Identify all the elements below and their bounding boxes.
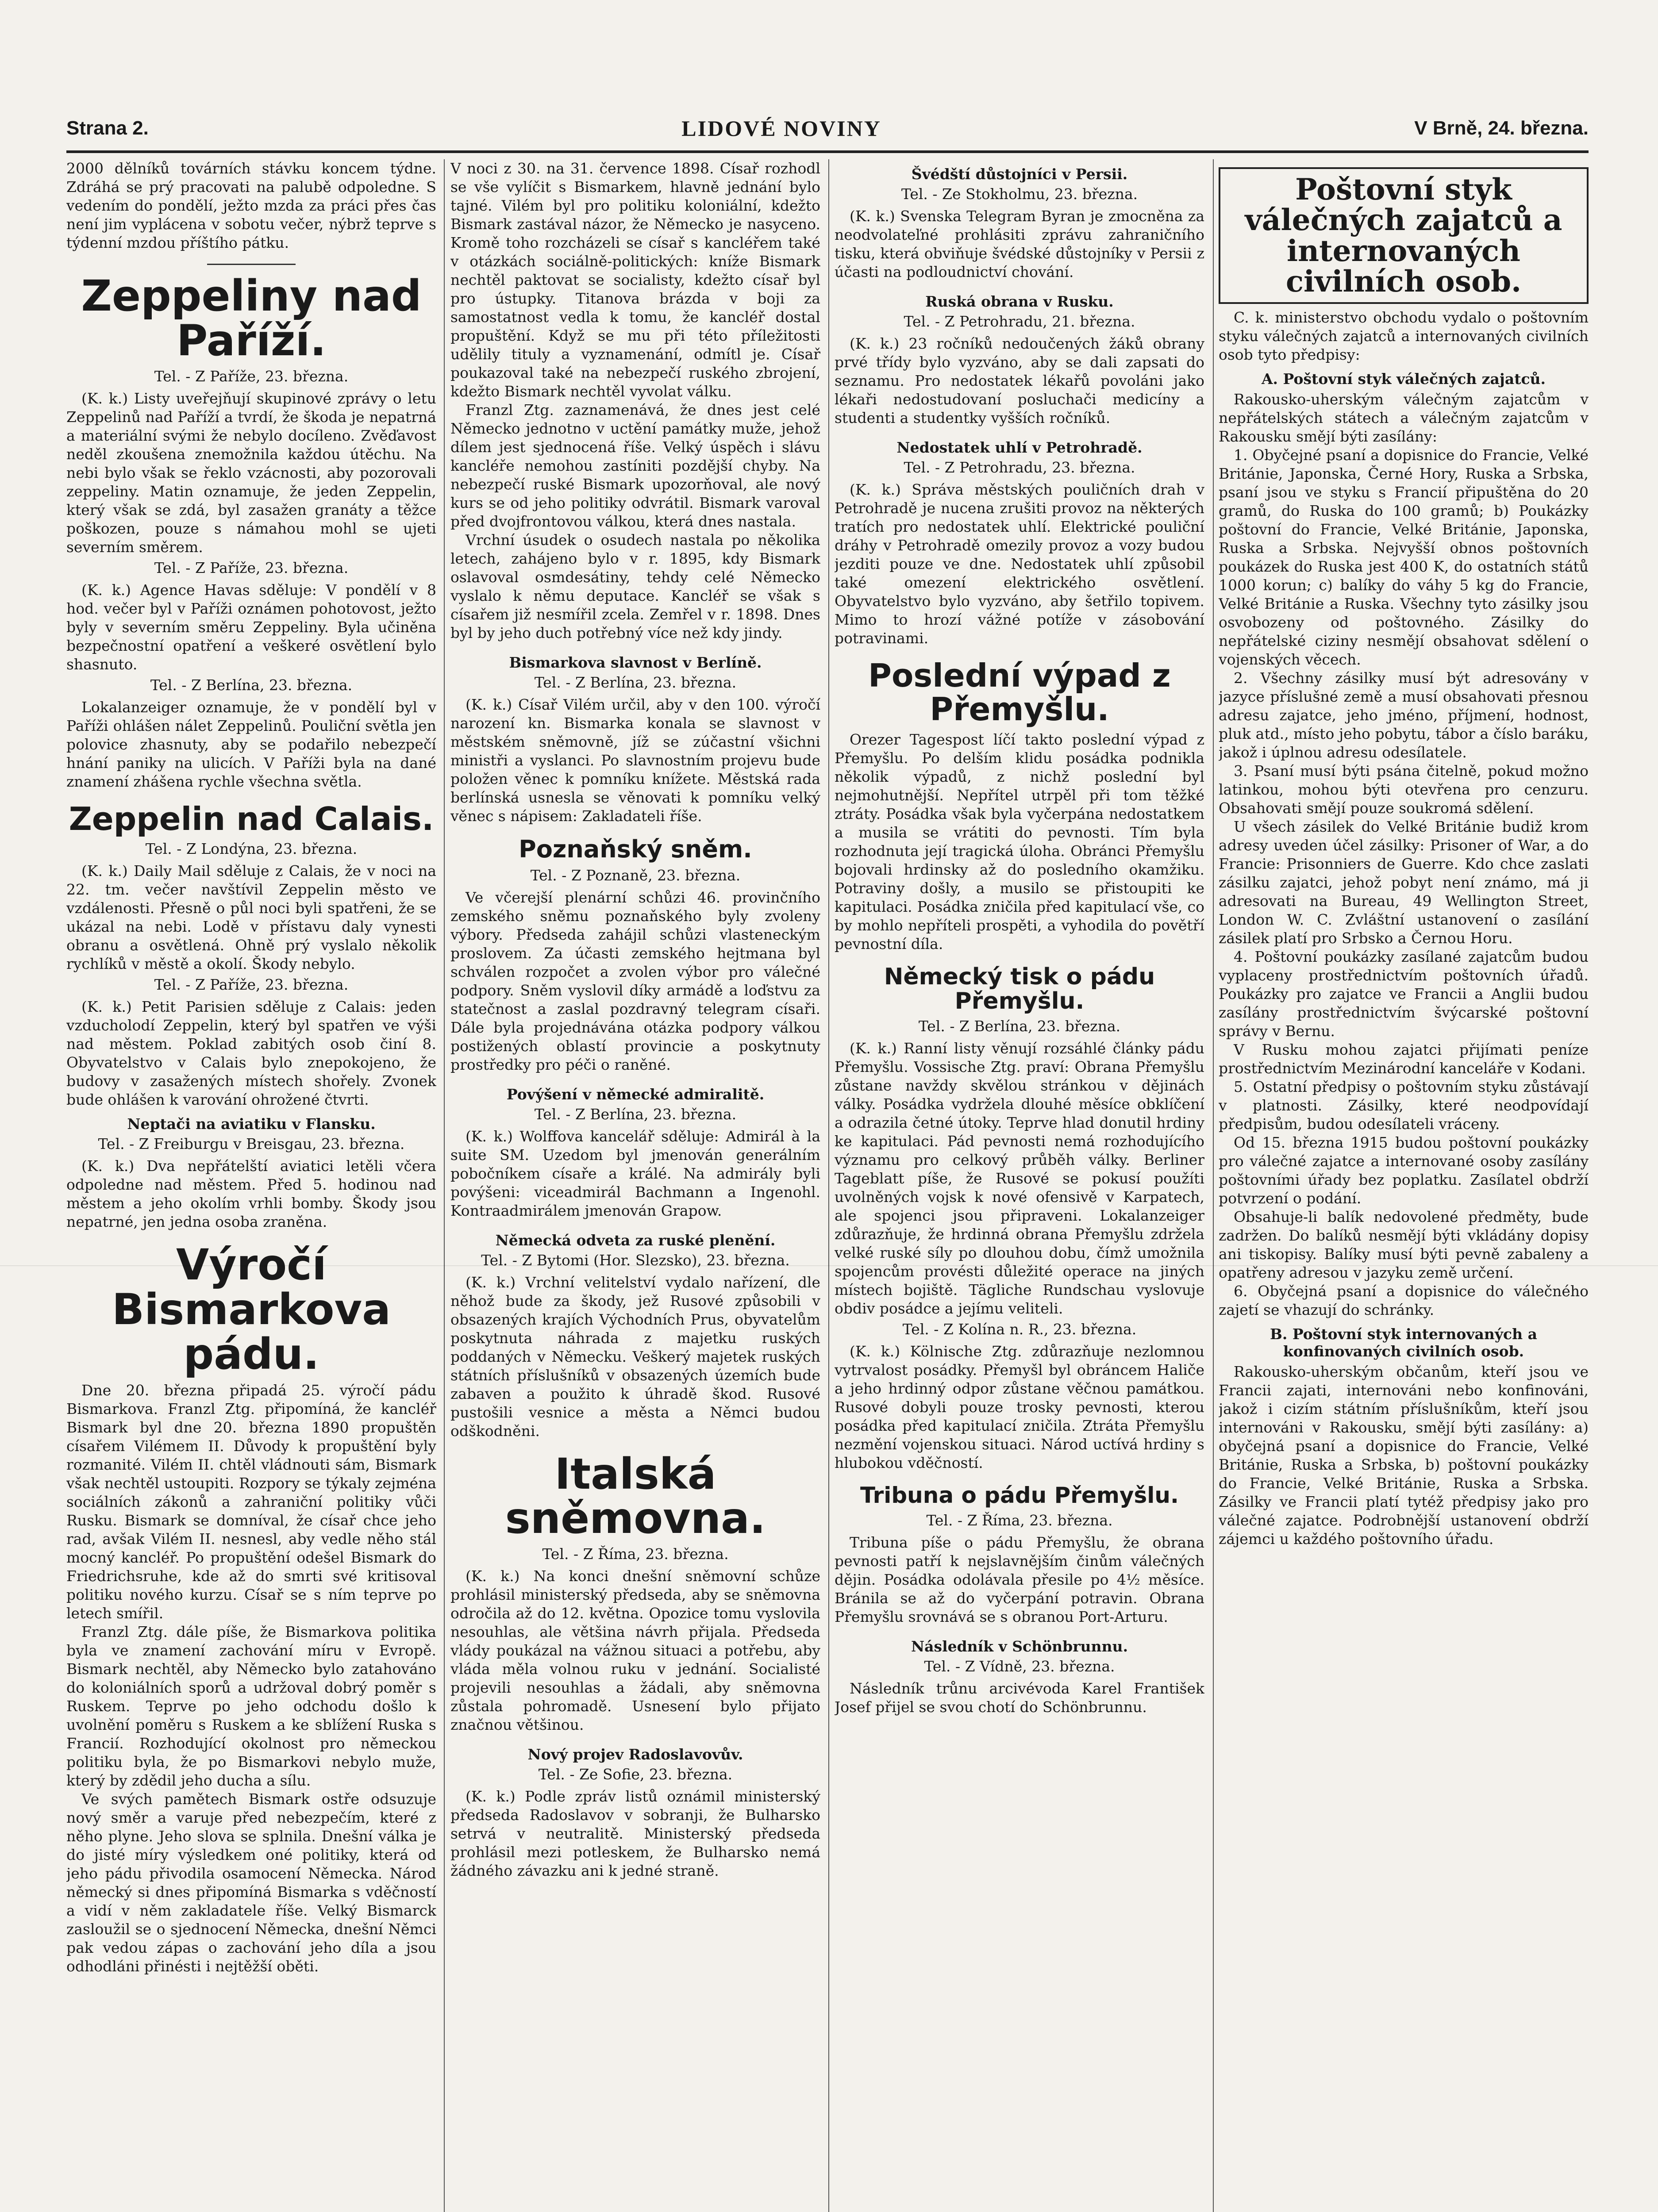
article-text: Franzl Ztg. zaznamenává, že dnes jest celé Německo jednotno v uctění památky muže, jehož dílem jest sjednocená říše. Velký úspěch i slávu kancléře nemohou zastíniti pozdější chyby. Na nebezpečí ruské Bismark upozorňoval, ale nový kurs se od jeho politiky odvrátil. Bismark varoval před dvojfrontovou válkou, která dnes nastala. bbox=[450, 401, 820, 530]
article-continuation bbox=[66, 159, 436, 252]
columns bbox=[66, 159, 1589, 2212]
article-schonbrunn bbox=[835, 1638, 1204, 1717]
dateline: Tel. - Z Londýna, 23. března. bbox=[145, 840, 358, 858]
masthead-rule bbox=[66, 150, 1589, 153]
column-2 bbox=[450, 159, 820, 2212]
article-text: Rakousko-uherským válečným zajatcům v nepřátelských státech a válečným zajatcům v Rakousku smějí býti zasílány: bbox=[1219, 391, 1589, 445]
subheading: Následník v Schönbrunnu. bbox=[911, 1637, 1128, 1655]
headline: Zeppelin nad Calais. bbox=[69, 800, 434, 837]
dateline: Tel. - Ze Sofie, 23. března. bbox=[538, 1766, 733, 1783]
subheading: A. Poštovní styk válečných zajatců. bbox=[1261, 370, 1546, 388]
article-text: 3. Psaní musí býti psána čitelně, pokud možno latinkou, mohou býti otevřena pro cenzuru. Obsahovati smějí pouze soukromá sdělení. bbox=[1219, 762, 1589, 817]
dateline: Tel. - Z Petrohradu, 23. března. bbox=[904, 459, 1135, 476]
article-text: (K. k.) Svenska Telegram Byran je zmocněna za neodvolateľné prohlásiti zprávu zahraničního tisku, která obviňuje švédské důstojníky v Persii z účasti na podloudnictví chování. bbox=[835, 207, 1204, 280]
dateline: Tel. - Z Říma, 23. března. bbox=[926, 1511, 1113, 1529]
headline: Poštovní styk válečných zajatců a internovaných civilních osob. bbox=[1219, 167, 1589, 304]
headline: Tribuna o pádu Přemyšlu. bbox=[860, 1482, 1179, 1509]
headline: Poslední výpad z Přemyšlu. bbox=[868, 657, 1171, 728]
subheading: Německá odveta za ruské plenění. bbox=[495, 1231, 776, 1249]
article-text: V noci z 30. na 31. července 1898. Císař rozhodl se vše vylíčit s Bismarkem, hlavně jednání bylo tajné. Vilém byl pro politiku koloniální, kdežto Bismark zastával názor, že Německo je nasyceno. Kromě toho rozcházeli se císař s kancléřem také v otázkách sociálně-politických: kníže Bismark nechtěl paktovat se socialisty, kdežto císař byl pro ústupky. Titanova brázda v boji za samostatnost vedla k tomu, že kancléř dostal propuštění. Když se mu při této příležitosti udělily tituly a vyznamenání, odmítl je. Císař poukazoval také na nebezpečí ruského zbrojení, kdežto Bismark nechtěl vyvolat válku. bbox=[450, 160, 820, 400]
article-text: (K. k.) Správa městských pouličních drah v Petrohradě je nucena zrušiti provoz na některých tratích pro nedostatek uhlí. Elektrické pouliční dráhy v Petrohradě omezily provoz a vozy budou jezditi pouze ve dne. Nedostatek uhlí způsobil také omezení elektrického osvětlení. Obyvatelstvo bylo vyzváno, aby šetřilo topivem. Mimo to hrozí vážné potíže v zásobování potravinami. bbox=[835, 481, 1204, 647]
article-postal-service-prisoners bbox=[1219, 167, 1589, 1548]
dateline: Tel. - Z Paříže, 23. března. bbox=[154, 367, 349, 385]
dateline: Tel. - Z Vídně, 23. března. bbox=[924, 1657, 1115, 1675]
article-text: Ve svých pamětech Bismark ostře odsuzuje nový směr a varuje před nebezpečím, které z něho plyne. Jeho slova se splnila. Dnešní válka je do jisté míry výsledkem oné politiky, která od jeho pádu přivodila osamocení Německa. Národ německý si dnes připomíná Bismarka s vděčností a vidí v něm zakladatele říše. Velký Bismarck zasloužil se o sjednocení Německa, dnešní Němci pak vedou zápas o zachování jeho díla a jsou odhodláni přinésti i nejtěžší oběti. bbox=[66, 1790, 436, 1975]
subheading: Bismarkova slavnost v Berlíně. bbox=[509, 654, 762, 671]
dateline: Tel. - Z Paříže, 23. března. bbox=[154, 976, 349, 994]
article-text: (K. k.) Kölnische Ztg. zdůrazňuje nezlomnou vytrvalost posádky. Přemyšl byl obráncem Haliče a jeho hrdinný odpor zůstane věčnou památkou. Rusové dobyli pouze trosky pevnosti, kterou posádka před kapitulací zničila. Ztráta Přemyšlu nezmění vojenskou situaci. Národ uctívá hrdiny s hlubokou vděčností. bbox=[835, 1343, 1204, 1472]
article-text: 5. Ostatní předpisy o poštovním styku zůstávají v platnosti. Zásilky, které neodpovídají předpisům, budou odesílateli vráceny. bbox=[1219, 1078, 1589, 1133]
dateline: Tel. - Z Petrohradu, 21. března. bbox=[904, 313, 1135, 330]
article-text: Obsahuje-li balík nedovolené předměty, bude zadržen. Do balíků nesmějí býti vkládány dopisy ani tiskopisy. Balíky musí býti pevně zabaleny a opatřeny adresou v jazyku země určení. bbox=[1219, 1208, 1589, 1282]
article-bismarck-anniversary bbox=[66, 1240, 436, 1975]
dateline: Tel. - Z Berlína, 23. března. bbox=[918, 1018, 1121, 1035]
dateline: Tel. - Z Berlína, 23. března. bbox=[534, 674, 737, 691]
article-bismarck-continued bbox=[450, 159, 820, 642]
article-text: (K. k.) Agence Havas sděluje: V pondělí v 8 hod. večer byl v Paříži oznámen pohotovost, ježto byly v severním směru Zeppeliny. Byla učiněna bezpečnostní opatření a veškeré osvětlení bylo shasnuto. bbox=[66, 581, 436, 673]
article-text: 6. Obyčejná psaní a dopisnice do válečného zajetí se vhazují do schránky. bbox=[1219, 1283, 1589, 1319]
article-text: (K. k.) Podle zpráv listů oznámil ministerský předseda Radoslavov v sobranji, že Bulharsko setrvá v neutralitě. Ministerský předseda prohlásil mezi potleskem, že Bulharsko nemá žádného závazku ani k jedné straně. bbox=[450, 1788, 820, 1880]
article-german-press bbox=[835, 965, 1204, 1472]
article-poznan-diet bbox=[450, 837, 820, 1074]
article-text: (K. k.) Vrchní velitelství vydalo nařízení, dle něhož bude za škody, jež Rusové způsobili v obsazených krajích Východních Prus, obyvatelům poskytnuta náhrada z majetku ruských poddaných v Německu. Veškerý majetek ruských státních příslušníků v obsazených územích bude zabaven a použito k úhradě škod. Rusové pustošili vesnice a města a Němci budou odškodněni. bbox=[450, 1273, 820, 1440]
article-text: 4. Poštovní poukázky zasílané zajatcům budou vyplaceny prostřednictvím poštovních úřadů. Poukázky pro zajatce ve Francii a Anglii budou zasílány prostřednictvím švýcarské poštovní správy v Bernu. bbox=[1219, 948, 1589, 1040]
headline: Výročí Bismarkova pádu. bbox=[112, 1240, 391, 1379]
article-admiralty bbox=[450, 1086, 820, 1220]
issue-date: V Brně, 24. března. bbox=[1414, 117, 1589, 139]
column-3 bbox=[835, 159, 1204, 2212]
dateline: Tel. - Z Berlína, 23. března. bbox=[534, 1105, 737, 1123]
article-text: Ve včerejší plenární schůzi 46. provinčního zemského sněmu poznaňského byly zvoleny výbory. Předseda zahájil schůzi vlasteneckým proslovem. Za účasti zemského hejtmana byl schválen rozpočet a zvolen výbor pro válečné podpory. Sněm vyslovil díky armádě a loďstvu za statečnost a zaslal pozdravný telegram císaři. Dále byla projednávána otázka podpory válkou postižených oblastí provincie a poskytnuty prostředky pro péči o raněné. bbox=[450, 888, 820, 1073]
article-text: (K. k.) Ranní listy věnují rozsáhlé články pádu Přemyšlu. Vossische Ztg. praví: Obrana Přemyšlu zůstane navždy skvělou stránkou v dějinách války. Posádka vydržela dlouhé měsíce obklíčení a odrazila četné útoky. Teprve hlad donutil hrdiny ke kapitulaci. Pád pevnosti nemá rozhodujícího významu pro celkový průběh války. Berliner Tageblatt píše, že Rusové se pokusí použíti uvolněných vojsk k nové ofensivě v Karpatech, ale spojenci jsou připraveni. Lokalanzeiger zdůrazňuje, že hrdinná obrana Přemyšlu zdržela velké ruské síly po dlouhou dobu, čímž umožnila spojencům provésti důležité operace na jiných místech bojiště. Tägliche Rundschau vyslovuje obdiv posádce a jejímu veliteli. bbox=[835, 1040, 1204, 1317]
article-text: (K. k.) Listy uveřejňují skupinové zprávy o letu Zeppelinů nad Paříží a tvrdí, že škoda je nepatrná a materiální svými že nebylo docíleno. Zvěďavost neděl zkoušena znemožnila každou útěchu. Na nebi bylo však se řeklo vzácnosti, aby pozorovali zeppeliny. Matin oznamuje, že jeden Zeppelin, který však se zdá, byl zasažen granáty a těžce poškozen, pouze s námahou mohl se ujeti severním směrem. bbox=[66, 389, 436, 556]
headline: Italská sněmovna. bbox=[505, 1449, 766, 1544]
headline: Zeppeliny nad Paříží. bbox=[81, 271, 422, 365]
article-text: (K. k.) Dva nepřátelští aviatici letěli včera odpoledne nad městem. Před 5. hodinou nad městem a jeho okolím vrhli bomby. Škody jsou nepatrné, jen jedna osoba zraněna. bbox=[66, 1157, 436, 1231]
article-swedish-officers bbox=[835, 165, 1204, 281]
article-text: Franzl Ztg. dále píše, že Bismarkova politika byla ve znamení zachování míru v Evropě. Bismark nechtěl, aby Německo bylo zatahováno do koloniálních sporů a udržoval dobrý poměr s Ruskem. Teprve po jeho odchodu došlo k uvolnění poměru s Ruskem a ke sblížení Ruska s Francií. Rozhodující okolnost pro německou politiku byla, že po Bismarkovi nebylo muže, který by zdědil jeho ducha a sílu. bbox=[66, 1623, 436, 1789]
article-text: (K. k.) Petit Parisien sděluje z Calais: jeden vzducholodí Zeppelin, který byl spatřen ve výši nad městem. Poklad zabitých osob činí 8. Obyvatelstvo v Calais bylo znepokojeno, že budovy v zasažených místech shořely. Zvonek bude ohlášen k varování ohrožené čtvrti. bbox=[66, 998, 436, 1109]
article-text: (K. k.) 23 ročníků nedoučených žáků obrany prvé třídy bylo vyzváno, aby se dali zapsati do seznamu. Pro nedostatek lékařů povoláni jako lékaři nedostudovaní posluchači medicíny a studenti a studentky vyšších ročníků. bbox=[835, 335, 1204, 426]
masthead bbox=[66, 108, 1589, 148]
subheading: Nový projev Radoslavovův. bbox=[527, 1746, 743, 1763]
dateline: Tel. - Z Říma, 23. března. bbox=[542, 1545, 729, 1563]
subheading: Švédští důstojníci v Persii. bbox=[911, 165, 1128, 183]
article-zeppelins-paris bbox=[66, 271, 436, 791]
article-text: Dne 20. března připadá 25. výročí pádu Bismarkova. Franzl Ztg. připomíná, že kancléř Bismark byl dne 20. března 1890 propuštěn císařem Vilémem II. Důvody k propuštění byly rozmanité. Vilém II. chtěl vládnouti sám, Bismark však nechtěl ustoupiti. Rozpory se týkaly zejména sociálních zákonů a zahraniční politiky vůči Rusku. Bismark se domníval, že císař chce jeho rad, avšak Vilém II. nesnesl, aby vedle něho stál mocný kancléř. Po propuštění odešel Bismark do Friedrichsruhe, kde až do smrti své kritisoval politiku nového kurzu. Císař se s ním teprve po letech smířil. bbox=[66, 1381, 436, 1622]
article-german-retaliation bbox=[450, 1232, 820, 1440]
article-text: (K. k.) Císař Vilém určil, aby v den 100. výročí narození kn. Bismarka konala se slavnost v městském sněmovně, jíž se zúčastní všichni ministři a vyslanci. Po slavnostním projevu bude položen věnec k pomníku knížete. Městská rada berlínská usnesla se věnovati k pomníku velký věnec s nápisem: Zakladateli říše. bbox=[450, 696, 820, 825]
dateline: Tel. - Ze Stokholmu, 23. března. bbox=[901, 185, 1138, 203]
dateline: Tel. - Z Kolína n. R., 23. března. bbox=[902, 1321, 1137, 1338]
article-berlin-celebration bbox=[450, 654, 820, 826]
article-text: C. k. ministerstvo obchodu vydalo o poštovním styku válečných zajatců a internovaných civilních osob tyto předpisy: bbox=[1219, 309, 1589, 364]
headline: Německý tisk o pádu Přemyšlu. bbox=[884, 964, 1155, 1014]
dateline: Tel. - Z Poznaně, 23. března. bbox=[530, 866, 741, 884]
article-text: Tribuna píše o pádu Přemyšlu, že obrana pevnosti patří k nejslavnějším činům válečných dějin. Posádka odolávala přesile po 4½ měsíce. Bránila se až do vyčerpání potravin. Obrana Přemyšlu srovnává se s obranou Port-Arturu. bbox=[835, 1533, 1204, 1625]
section-divider bbox=[207, 264, 296, 265]
dateline: Tel. - Z Bytomi (Hor. Slezsko), 23. března. bbox=[481, 1251, 790, 1269]
article-radoslavov bbox=[450, 1746, 820, 1880]
subheading: Nedostatek uhlí v Petrohradě. bbox=[896, 439, 1143, 456]
column-1 bbox=[66, 159, 436, 2212]
paper-fold bbox=[0, 1265, 1658, 1266]
newspaper-title: LIDOVÉ NOVINY bbox=[681, 116, 881, 141]
article-text: (K. k.) Wolffova kancelář sděluje: Admirál à la suite SM. Uzedom byl jmenován generálním pobočníkem císaře a králé. Na admirály byli povýšeni: viceadmirál Bachmann a Ingenohl. Kontraadmirálem jmenován Grapow. bbox=[450, 1127, 820, 1219]
article-zeppelin-calais bbox=[66, 800, 436, 1232]
column-4 bbox=[1219, 159, 1589, 2212]
headline: Poznaňský sněm. bbox=[519, 835, 752, 863]
page-number: Strana 2. bbox=[66, 117, 149, 139]
article-text: Rakousko-uherským občanům, kteří jsou ve Francii zajati, internováni nebo konfinováni, jakož i cizím státním příslušníkům, kteří jsou internováni v Rakousku, smějí býti zasílány: a) obyčejná psaní a dopisnice do Francie, Velké Británie, Ruska a Srbska, b) poštovní poukázky do Francie, Velké Británie, Ruska a Srbska. Zásilky ve Francii platí tytéž předpisy jako pro válečné zajatce. Podrobnější ustanovení obdrží zájemci u každého poštovního úřadu. bbox=[1219, 1363, 1589, 1548]
article-text: U všech zásilek do Velké Británie budiž krom adresy uveden účel zásilky: Prisoner of War, a do Francie: Prisonniers de Guerre. Kdo chce zaslati zásilku zajatci, jehož pobyt není známo, má ji adresovati na Bureau, 49 Wellington Street, London W. C. Zvláštní ustanovení o zasílání zásilek platí pro Srbsko a Černou Horu. bbox=[1219, 818, 1589, 947]
article-italian-chamber bbox=[450, 1449, 820, 1735]
article-text: (K. k.) Daily Mail sděluje z Calais, že v noci na 22. tm. večer navštívil Zeppelin město ve vzdálenosti. Přesně o půl noci byli spatřeni, že se ukázal na nebi. Lodě v přístavu daly vynesti obranu a osvětlená. Ohně prý vyslalo několik rychlíků v městě a okolí. Škody nebylo. bbox=[66, 862, 436, 973]
article-tribuna bbox=[835, 1484, 1204, 1626]
subheading: B. Poštovní styk internovaných a konfinovaných civilních osob. bbox=[1269, 1325, 1538, 1360]
article-text: 2. Všechny zásilky musí být adresovány v jazyce příslušné země a musí obsahovati přesnou adresu zajatce, jeho jméno, příjmení, hodnost, pluk atd., místo jeho pobytu, tábor a číslo baráku, jakož i úplnou adresu odesílatele. bbox=[1219, 669, 1589, 761]
article-text: Od 15. března 1915 budou poštovní poukázky pro válečné zajatce a internované osoby zasílány poštovními úřady bez poplatku. Zasílatel obdrží potvrzení o podání. bbox=[1219, 1134, 1589, 1207]
article-text: Orezer Tagespost líčí takto poslední výpad z Přemyšlu. Po delším klidu posádka podnikla několik výpadů, z nichž poslední byl nejmohutnější. Nepřítel utrpěl při tom těžké ztráty. Posádka však byla vyčerpána nedostatkem a musila se vrátiti do pevnosti. Tím byla rozhodnuta její tragická úloha. Obránci Přemyšlu bojovali hrdinsky až do posledního okamžiku. Potraviny došly, a musilo se přistoupiti ke kapitulaci. Posádka zničila před kapitulací vše, co by mohlo nepříteli prospěti, a vyhodila do povětří pevnostní díla. bbox=[835, 731, 1204, 953]
article-coal-shortage bbox=[835, 439, 1204, 648]
article-russian-defense bbox=[835, 293, 1204, 427]
article-text: (K. k.) Na konci dnešní sněmovní schůze prohlásil ministerský předseda, aby se sněmovna odročila až do 12. května. Opozice tomu vyslovila nesouhlas, ale většina návrh přijala. Předseda vlády poukázal na vážnou situaci a potřebu, aby vláda měla volnou ruku v jednání. Socialisté projevili nesouhlas a žádali, aby sněmovna zůstala pohromadě. Usnesení bylo přijato značnou většinou. bbox=[450, 1567, 820, 1734]
subheading: Ruská obrana v Rusku. bbox=[925, 293, 1114, 310]
dateline: Tel. - Z Freiburgu v Breisgau, 23. března. bbox=[98, 1135, 405, 1153]
subheading: Povýšení v německé admiralitě. bbox=[506, 1085, 765, 1103]
article-text: Vrchní úsudek o osudech nastala po několika letech, zahájeno bylo v r. 1895, kdy Bismark oslavoval osmdesátiny, tehdy celé Německo vyslalo k němu deputace. Kancléř se však s císařem již nesmířil zcela. Zemřel v r. 1898. Dnes byl by jeho duch potřebný více než kdy jindy. bbox=[450, 531, 820, 641]
article-przemysl-sortie bbox=[835, 659, 1204, 953]
article-text: 1. Obyčejné psaní a dopisnice do Francie, Velké Británie, Japonska, Černé Hory, Ruska a Srbska, psaní jsou ve styku s Francií připuštěna do 20 gramů, do Ruska do 100 gramů; b) Poukázky poštovní do Francie, Velké Británie, Japonska, Ruska a Srbska. Nejvyšší obnos poštovních poukázek do Ruska jest 400 K, do ostatních států 1000 korun; c) balíky do váhy 5 kg do Francie, Velké Británie a Ruska. Všechny tyto zásilky jsou osvobozeny od poštovného. Zásilky do nepřátelské ciziny nesmějí obsahovat sdělení o vojenských věcech. bbox=[1219, 446, 1589, 668]
dateline: Tel. - Z Paříže, 23. března. bbox=[154, 559, 349, 576]
article-text: 2000 dělníků továrních stávku koncem týdne. Zdráhá se prý pracovati na palubě odpoledne. S vedením do pondělí, ježto mzda za práci přes čas není jim vyplácena v sobotu večer, nýbrž teprve s týdenní mzdou příštího pátku. bbox=[66, 160, 436, 251]
article-text: V Rusku mohou zajatci přijímati peníze prostřednictvím Mezinárodní kanceláře v Kodani. bbox=[1219, 1041, 1589, 1077]
article-text: Lokalanzeiger oznamuje, že v pondělí byl v Paříži ohlášen nálet Zeppelinů. Pouliční světla jen polovice zhasnuty, aby se podařilo nebezpečí hnání paniky na ulicích. V Paříži byla na dané znamení zhášena rychle všechna světla. bbox=[66, 698, 436, 790]
dateline: Tel. - Z Berlína, 23. března. bbox=[150, 676, 353, 694]
article-text: Následník trůnu arcivévoda Karel František Josef přijel se svou chotí do Schönbrunnu. bbox=[835, 1679, 1204, 1716]
subheading: Neptači na aviatiku v Flansku. bbox=[127, 1115, 376, 1133]
